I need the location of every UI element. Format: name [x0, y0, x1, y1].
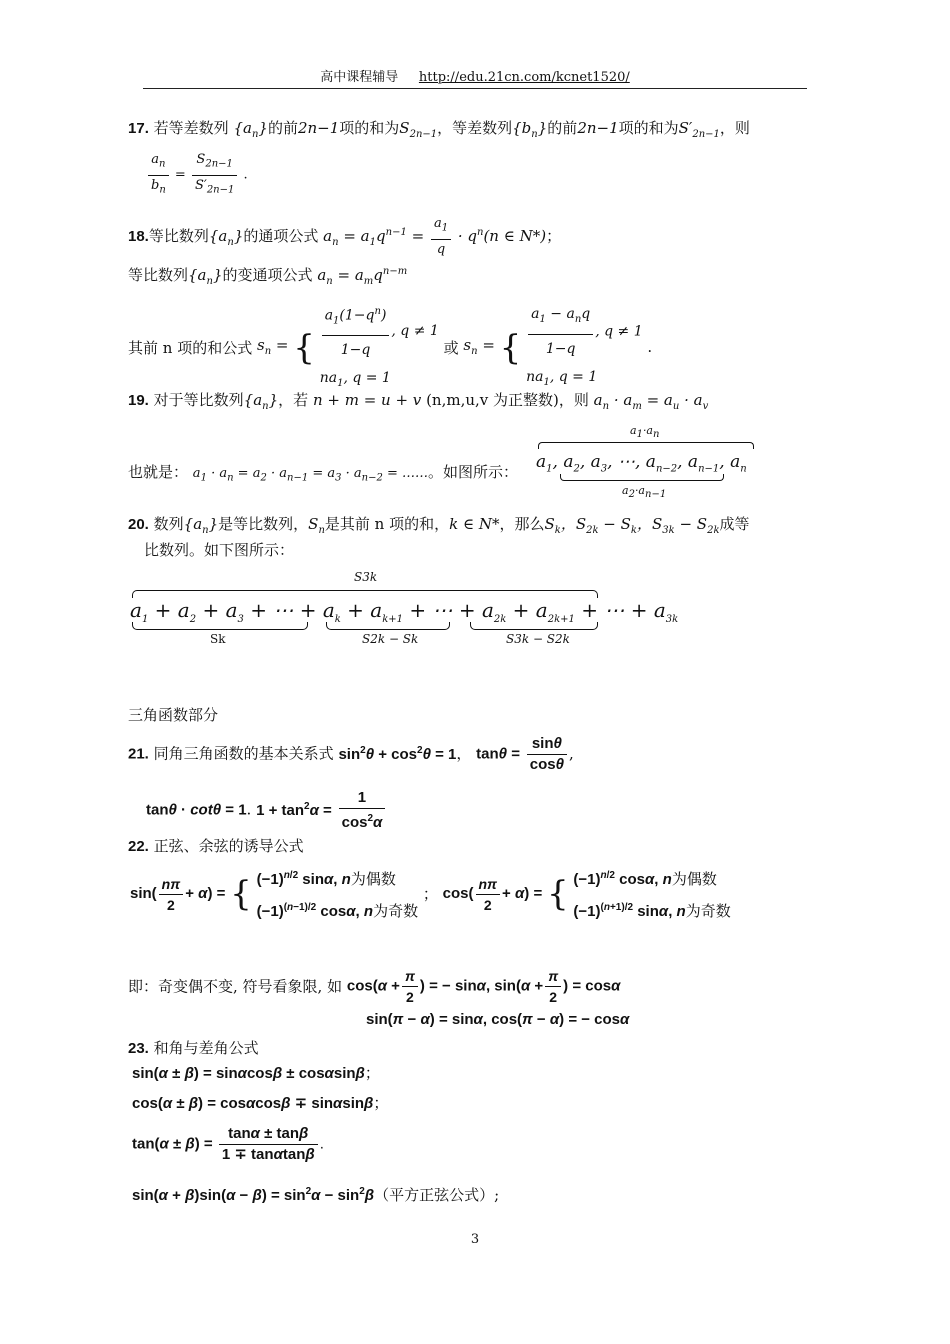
item-18-line2: 等比数列$\{a_n\}$的变通项公式 $a_n = a_mq^{n-m}$ — [128, 266, 408, 287]
item-21: 21. 同角三角函数的基本关系式 $\sin^2\theta + \cos^2\theta = 1$， tanθ = $\frac{\sin\theta}{\cos\theta}$ , — [128, 735, 574, 773]
header-title: 高中课程辅导 — [320, 70, 399, 85]
page-header — [143, 66, 807, 89]
item-17: 17. 若等差数列 $\{a_n\}$的前2n−1项的和为$S_{2n-1}$，等差数列$\{b_n\}$的前2n−1项的和为$S'_{2n-1}$，则 — [128, 119, 750, 140]
item-23-square: $\sin(\alpha + \beta)\sin(\alpha - \beta) = \sin^2\alpha - \sin^2\beta$（平方正弦公式）; — [132, 1186, 500, 1204]
item-22: 22. 正弦、余弦的诱导公式 — [128, 837, 304, 855]
item-19: 19. 对于等比数列$\{a_n\}$，若 n + m = u + v (n,m,u,v 为正整数)，则 $a_n \cdot a_m = a_u \cdot a_v$ — [128, 391, 709, 412]
item-20-diagram: S3k $a_1 + a_2 + a_3$ + ⋯ + $a_k + a_{k+1}$ + ⋯ + $a_{2k} + a_{2k+1}$ + ⋯ + $a_{3k}$ Sk S2k − Sk S3k − S2k — [130, 570, 679, 646]
item-23-sin: sin(α ± β) = sinαcosβ ± cosαsinβ； — [132, 1065, 380, 1082]
item-21-line2: tanθ · cotθ = 1. $1 + \tan^2\alpha$ = $\frac{1}{\cos^2\alpha}$ — [146, 788, 387, 833]
section-title: 三角函数部分 — [128, 706, 219, 724]
item-20-line2: 比数列。如下图所示： — [144, 541, 295, 559]
item-23-cos: cos(α ± β) = cosαcosβ ∓ sinαsinβ； — [132, 1095, 389, 1112]
item-22-rule2: sin(π − α) = sinα, cos(π − α) = − cosα — [366, 1011, 630, 1028]
item-22-rule: 即：奇变偶不变, 符号看象限, 如 cos(α + $\frac{\pi}{2}$ ) = − sinα, sin(α + $\frac{\pi}{2}$ ) = cosα — [128, 968, 621, 1005]
item-23-tan: tan(α ± β) = $\frac{\tan\alpha \pm \tan\beta}{1 \mp \tan\alpha\tan\beta}$ . — [132, 1125, 324, 1163]
item-17-formula: $\frac{a_n}{b_n}$ = $\frac{S_{2n-1}}{S'_{2n-1}}$ . — [146, 150, 248, 200]
item-22-formulas: sin( $\frac{n\pi}{2}$ + α) = { $(-1)^{n/2}$ sinα, n为偶数 $(-1)^{(n-1)/2}$ cosα, n为奇数 ； cos( $\frac{n\pi}{2}$ + α) = { $(-1)^{n/2}$ cosα, n为偶数 $(-1)^{(n+1)/2}$ sinα, n为奇数 — [130, 870, 731, 920]
item-19-line2: 也就是： $a_1 \cdot a_n = a_2 \cdot a_{n-1} = a_3 \cdot a_{n-2}$ = ……。如图所示： — [128, 463, 519, 484]
item-18: 18.等比数列$\{a_n\}$的通项公式 $a_n = a_1q^{n-1}$ = $\frac{a_1}{q}$ · $q^n(n$ ∈ N*)； — [128, 216, 562, 257]
header-link[interactable]: http://edu.21cn.com/kcnet1520/ — [418, 70, 630, 85]
item-23: 23. 和角与差角公式 — [128, 1039, 259, 1057]
item-19-diagram: $a_1\cdot a_n$ $a_1$, $a_2$, $a_3$, ⋯, $a_{n-2}$, $a_{n-1}$, $a_n$ $a_2\cdot a_{n-1}$ — [534, 424, 764, 504]
item-18-line3: 其前 n 项的和公式 $s_n$ = { $\frac{a_1(1-q^n)}{1-q}$ , q ≠ 1 $na_1$, q = 1 或 $s_n$ = { $\frac{a_1 - a_nq}{1-q}$ , q ≠ 1 $na_1$, q = 1 . — [128, 298, 652, 398]
page-number: 3 — [470, 1232, 480, 1247]
item-20: 20. 数列$\{a_n\}$是等比数列，$S_n$是其前 n 项的和，k ∈ N*，那么$S_k$，$S_{2k} - S_k$，$S_{3k} - S_{2k}$成等 — [128, 515, 750, 536]
